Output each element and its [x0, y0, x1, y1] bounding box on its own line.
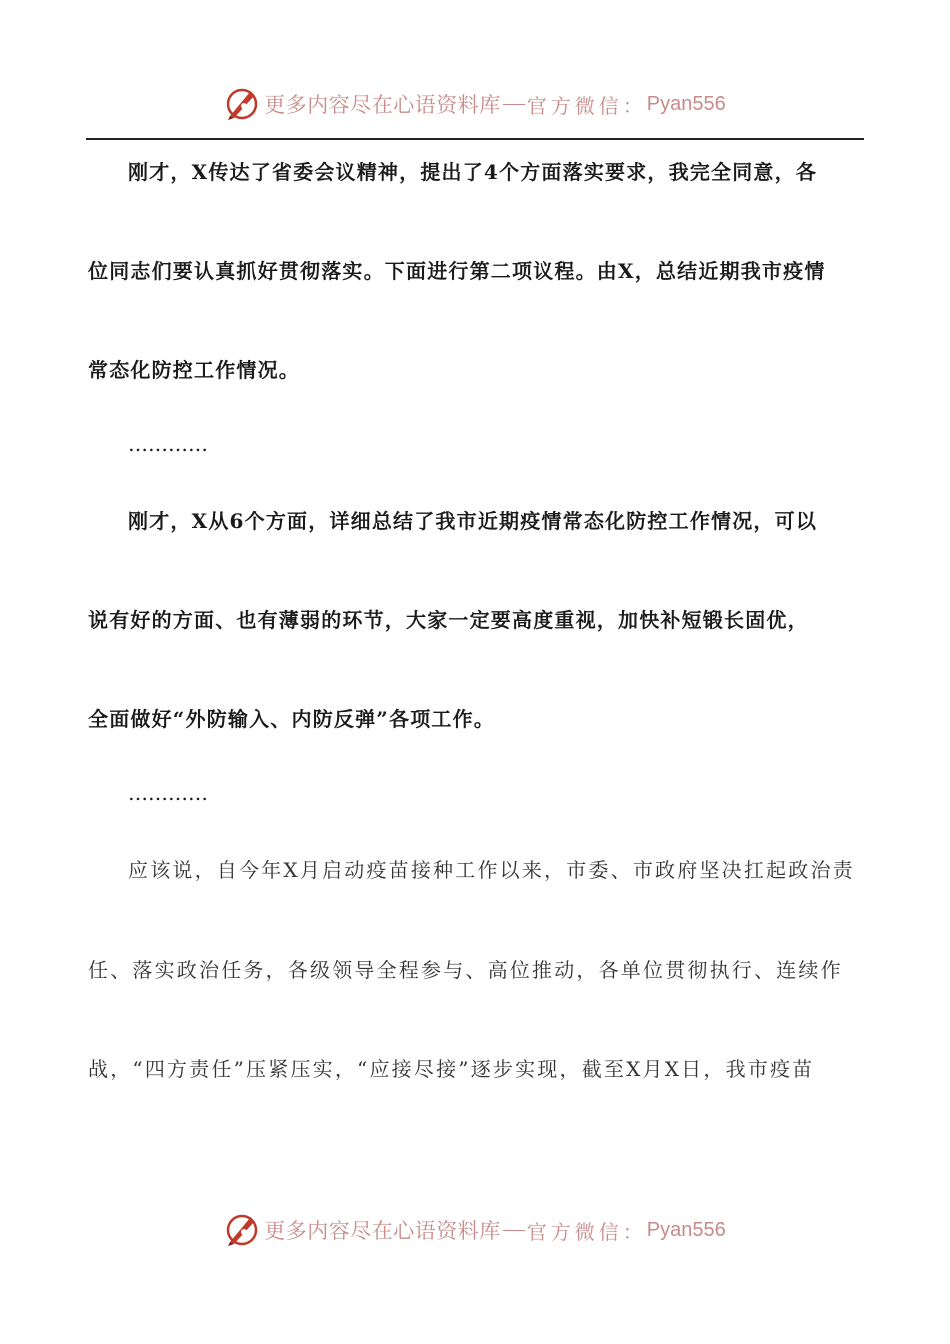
- header-banner-text: 更多内容尽在心语资料库: [264, 93, 501, 117]
- header-banner-dash: [503, 104, 525, 105]
- body-line-2: 位同志们要认真抓好贯彻落实。下面进行第二项议程。由X，总结近期我市疫情: [88, 259, 826, 283]
- footer-watermark-banner: [0, 1208, 950, 1252]
- body-line-4: 刚才，X从6个方面，详细总结了我市近期疫情常态化防控工作情况，可以: [128, 509, 818, 533]
- ellipsis-text: …………: [128, 781, 208, 805]
- body-line-5: 说有好的方面、也有薄弱的环节，大家一定要高度重视，加快补短锻长固优，: [88, 608, 809, 632]
- header-divider: [86, 138, 864, 140]
- body-line-1: 刚才，X传达了省委会议精神，提出了4个方面落实要求，我完全同意，各: [128, 160, 818, 184]
- footer-banner-dash: [503, 1230, 525, 1231]
- body-line-8: 任、落实政治任务，各级领导全程参与、高位推动，各单位贯彻执行、连续作: [88, 958, 843, 982]
- footer-banner-wechat-label: 官方微信：: [526, 1219, 647, 1244]
- header-watermark-banner: [0, 82, 950, 126]
- header-banner-wechat-label: 官方微信：: [526, 93, 647, 118]
- body-ellipsis-1: [88, 424, 862, 464]
- header-banner-wechat-id: Pyan556: [646, 92, 726, 115]
- pen-logo-icon: [224, 86, 260, 122]
- body-line-7: 应该说，自今年X月启动疫苗接种工作以来，市委、市政府坚决扛起政治责: [128, 858, 855, 882]
- body-line-3: 常态化防控工作情况。: [88, 358, 300, 382]
- ellipsis-text: …………: [128, 432, 208, 456]
- body-line-6: 全面做好“外防输入、内防反弹”各项工作。: [88, 707, 496, 731]
- footer-banner-wechat-id: Pyan556: [646, 1218, 726, 1241]
- pen-logo-icon: [224, 1212, 260, 1248]
- body-ellipsis-2: [88, 773, 862, 813]
- footer-banner-text: 更多内容尽在心语资料库: [264, 1219, 501, 1243]
- body-line-9: 战，“四方责任”压紧压实，“应接尽接”逐步实现，截至X月X日，我市疫苗: [88, 1057, 815, 1081]
